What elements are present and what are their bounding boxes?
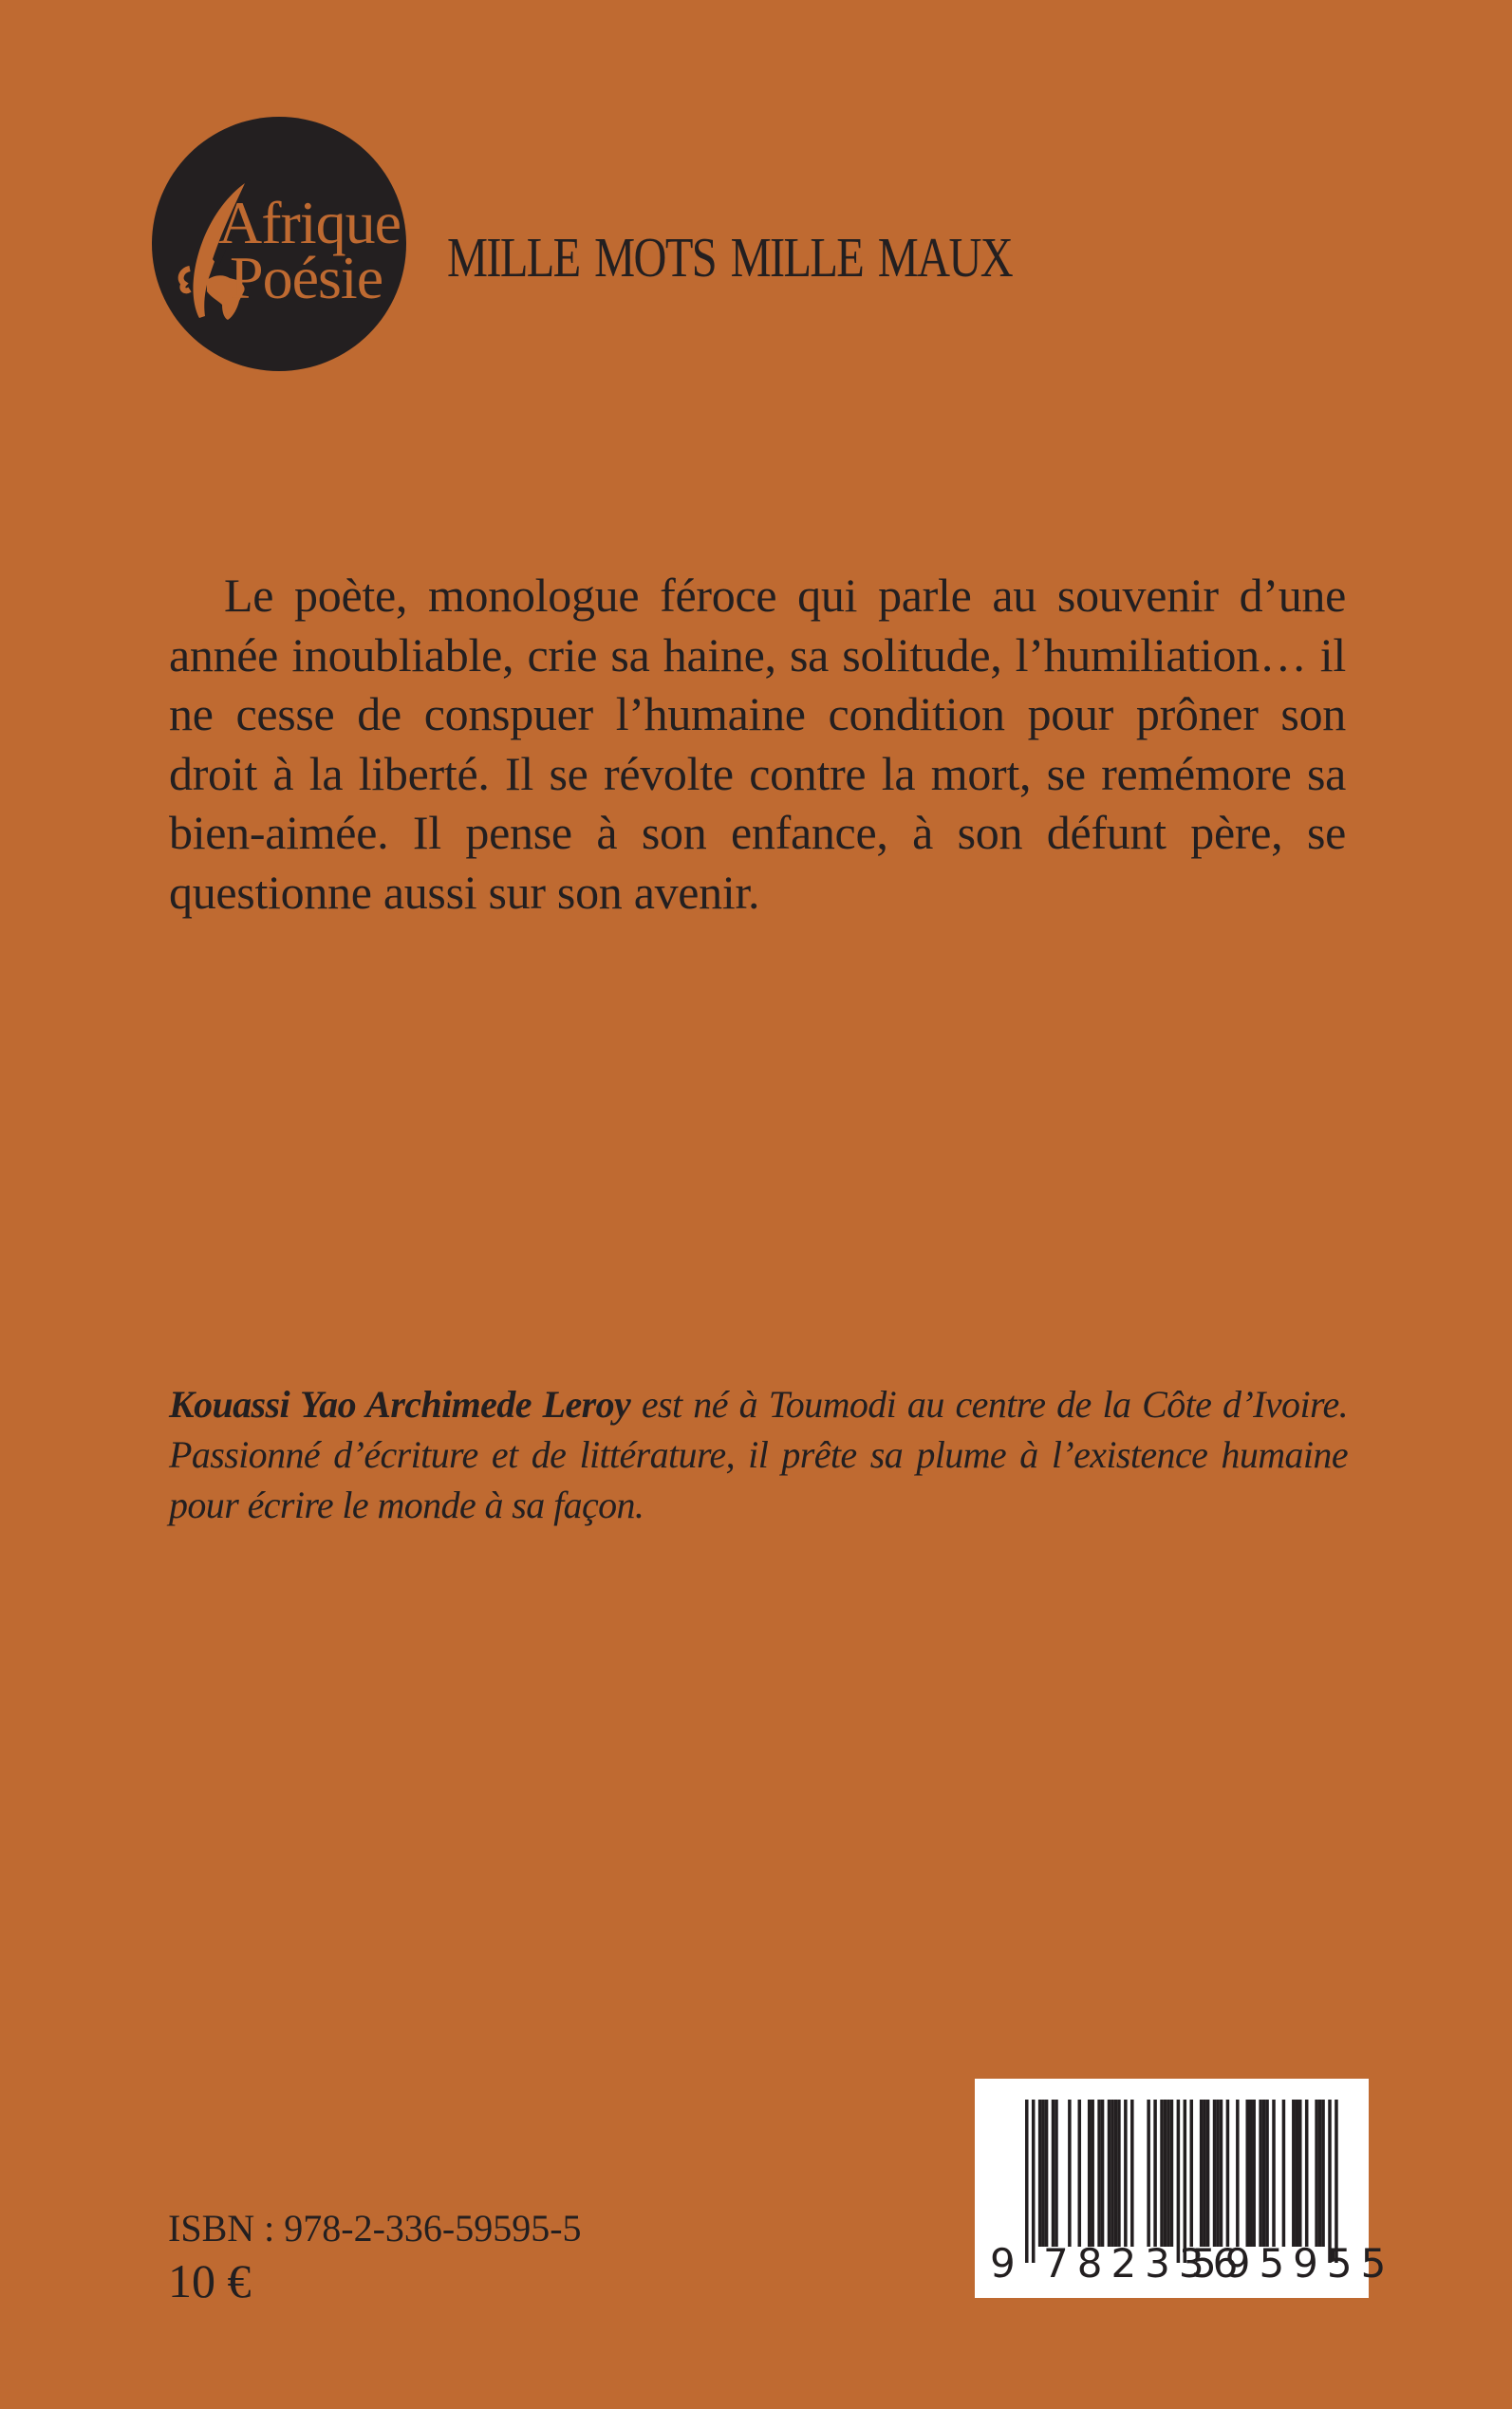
- author-bio: [169, 1379, 1348, 1530]
- ean13-barcode: [975, 2079, 1395, 2298]
- barcode-first-digit: 9: [990, 2240, 1016, 2287]
- price-label: 10 €: [168, 2254, 252, 2307]
- barcode-right-group: 595955: [1191, 2240, 1395, 2287]
- logo-text-poesie: Poésie: [230, 244, 383, 311]
- publisher-logo: [152, 117, 406, 371]
- logo-text-afrique: Afrique: [218, 189, 401, 256]
- author-name: Kouassi Yao Archimede Leroy: [169, 1383, 631, 1426]
- author-bio-text: est né à Toumodi au centre de la Côte d’Ivoire. Passionné d’écriture et de littérature, il prête sa plume à l’existence humaine pour écrire le monde à sa façon.: [169, 1383, 1348, 1526]
- book-title: mille mots mille maux: [447, 206, 1013, 294]
- back-cover-summary: Le poète, monologue féroce qui parle au souvenir d’une année inoubliable, crie sa haine, sa solitude, l’humiliation… il ne cesse de conspuer l’humaine condition pour prôner son droit à la liberté. Il se révolte contre la mort, se remémore sa bien-aimée. Il pense à son enfance, à son défunt père, se questionne aussi sur son avenir.: [169, 569, 1346, 919]
- isbn-label: ISBN : 978-2-336-59595-5: [168, 2207, 582, 2250]
- barcode-digits: [975, 2240, 1395, 2288]
- barcode-left-group: 782336: [1043, 2240, 1247, 2287]
